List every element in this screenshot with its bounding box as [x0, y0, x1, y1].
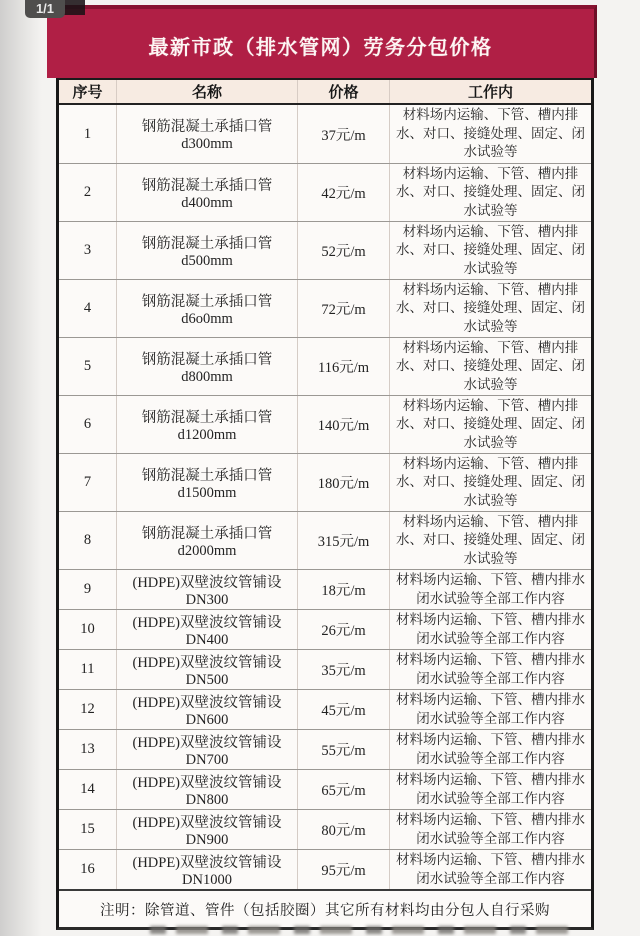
column-header-price: 价格: [298, 80, 390, 103]
table-row: [59, 221, 591, 279]
item-name-cell: 钢筋混凝土承插口管d2000mm: [117, 512, 298, 569]
price-cell: 45元/m: [298, 690, 390, 729]
price-table: [56, 78, 594, 930]
price-cell: 116元/m: [298, 338, 390, 395]
work-content-cell: 材料场内运输、下管、槽内排水、对口、接缝处理、固定、闭水试验等: [396, 223, 585, 276]
work-content-cell: 材料场内运输、下管、槽内排水 闭水试验等全部工作内容: [396, 612, 585, 646]
work-content-cell: 材料场内运输、下管、槽内排水、对口、接缝处理、固定、闭水试验等: [396, 165, 585, 218]
row-number-cell: 7: [59, 454, 117, 511]
price-cell: 42元/m: [298, 164, 390, 221]
price-cell: 315元/m: [298, 512, 390, 569]
item-name-cell: 钢筋混凝土承插口管d6o0mm: [117, 280, 298, 337]
price-cell: 65元/m: [298, 770, 390, 809]
row-number-cell: 1: [59, 105, 117, 163]
document-title-banner: [47, 5, 597, 78]
blurred-text-line: [150, 926, 580, 934]
table-row: [59, 649, 591, 689]
price-cell: 18元/m: [298, 570, 390, 609]
table-row: [59, 689, 591, 729]
table-header-row: [59, 78, 591, 105]
item-name-cell: 钢筋混凝土承插口管d300mm: [117, 105, 298, 163]
row-number-cell: 16: [59, 850, 117, 889]
row-number-cell: 14: [59, 770, 117, 809]
item-name-cell: 钢筋混凝土承插口管d400mm: [117, 164, 298, 221]
row-number-cell: 9: [59, 570, 117, 609]
work-content-cell: 材料场内运输、下管、槽内排水 闭水试验等全部工作内容: [396, 772, 585, 806]
item-name-cell: 钢筋混凝土承插口管d800mm: [117, 338, 298, 395]
row-number-cell: 4: [59, 280, 117, 337]
work-content-cell: 材料场内运输、下管、槽内排水 闭水试验等全部工作内容: [396, 692, 585, 726]
price-cell: 35元/m: [298, 650, 390, 689]
row-number-cell: 5: [59, 338, 117, 395]
work-content-cell: 材料场内运输、下管、槽内排水 闭水试验等全部工作内容: [396, 812, 585, 846]
row-number-cell: 2: [59, 164, 117, 221]
table-note: 注明：除管道、管件（包括胶圈）其它所有材料均由分包人自行采购: [100, 902, 550, 919]
work-content-cell: 材料场内运输、下管、槽内排水 闭水试验等全部工作内容: [396, 572, 585, 606]
table-row: [59, 279, 591, 337]
table-row: [59, 337, 591, 395]
work-content-cell: 材料场内运输、下管、槽内排水、对口、接缝处理、固定、闭水试验等: [396, 513, 585, 566]
price-cell: 80元/m: [298, 810, 390, 849]
price-cell: 37元/m: [298, 105, 390, 163]
document-title: 最新市政（排水管网）劳务分包价格: [148, 37, 493, 59]
row-number-cell: 8: [59, 512, 117, 569]
work-content-cell: 材料场内运输、下管、槽内排水 闭水试验等全部工作内容: [396, 732, 585, 766]
price-cell: 52元/m: [298, 222, 390, 279]
page-indicator-label: 1/1: [35, 1, 55, 16]
column-header-no: 序号: [59, 80, 117, 103]
item-name-cell: (HDPE)双壁波纹管铺设 DN600: [117, 690, 298, 729]
photo-left-margin: [0, 0, 42, 936]
work-content-cell: 材料场内运输、下管、槽内排水、对口、接缝处理、固定、闭水试验等: [396, 281, 585, 334]
row-number-cell: 15: [59, 810, 117, 849]
table-row: [59, 453, 591, 511]
table-row: [59, 849, 591, 889]
column-header-work: 工作内: [467, 85, 513, 101]
item-name-cell: (HDPE)双壁波纹管铺设 DN700: [117, 730, 298, 769]
row-number-cell: 11: [59, 650, 117, 689]
price-cell: 140元/m: [298, 396, 390, 453]
item-name-cell: (HDPE)双壁波纹管铺设 DN500: [117, 650, 298, 689]
item-name-cell: (HDPE)双壁波纹管铺设 DN300: [117, 570, 298, 609]
table-row: [59, 729, 591, 769]
work-content-cell: 材料场内运输、下管、槽内排水、对口、接缝处理、固定、闭水试验等: [396, 107, 585, 160]
price-cell: 180元/m: [298, 454, 390, 511]
row-number-cell: 12: [59, 690, 117, 729]
table-row: [59, 163, 591, 221]
item-name-cell: (HDPE)双壁波纹管铺设 DN1000: [117, 850, 298, 889]
page-indicator-badge: [25, 0, 65, 18]
price-cell: 72元/m: [298, 280, 390, 337]
price-cell: 26元/m: [298, 610, 390, 649]
row-number-cell: 13: [59, 730, 117, 769]
work-content-cell: 材料场内运输、下管、槽内排水、对口、接缝处理、固定、闭水试验等: [396, 339, 585, 392]
table-row: [59, 105, 591, 163]
column-header-name: 名称: [117, 80, 298, 103]
work-content-cell: 材料场内运输、下管、槽内排水、对口、接缝处理、固定、闭水试验等: [396, 455, 585, 508]
table-row: [59, 769, 591, 809]
item-name-cell: 钢筋混凝土承插口管d1500mm: [117, 454, 298, 511]
table-row: [59, 609, 591, 649]
price-cell: 55元/m: [298, 730, 390, 769]
work-content-cell: 材料场内运输、下管、槽内排水 闭水试验等全部工作内容: [396, 852, 585, 886]
row-number-cell: 3: [59, 222, 117, 279]
row-number-cell: 10: [59, 610, 117, 649]
item-name-cell: (HDPE)双壁波纹管铺设 DN800: [117, 770, 298, 809]
item-name-cell: (HDPE)双壁波纹管铺设 DN400: [117, 610, 298, 649]
table-note-row: [59, 889, 591, 927]
work-content-cell: 材料场内运输、下管、槽内排水、对口、接缝处理、固定、闭水试验等: [396, 397, 585, 450]
table-row: [59, 511, 591, 569]
table-body: [59, 105, 591, 889]
row-number-cell: 6: [59, 396, 117, 453]
table-row: [59, 569, 591, 609]
price-cell: 95元/m: [298, 850, 390, 889]
item-name-cell: (HDPE)双壁波纹管铺设 DN900: [117, 810, 298, 849]
work-content-cell: 材料场内运输、下管、槽内排水 闭水试验等全部工作内容: [396, 652, 585, 686]
page-badge-shadow: [62, 0, 85, 15]
table-row: [59, 809, 591, 849]
table-row: [59, 395, 591, 453]
item-name-cell: 钢筋混凝土承插口管d1200mm: [117, 396, 298, 453]
item-name-cell: 钢筋混凝土承插口管d500mm: [117, 222, 298, 279]
